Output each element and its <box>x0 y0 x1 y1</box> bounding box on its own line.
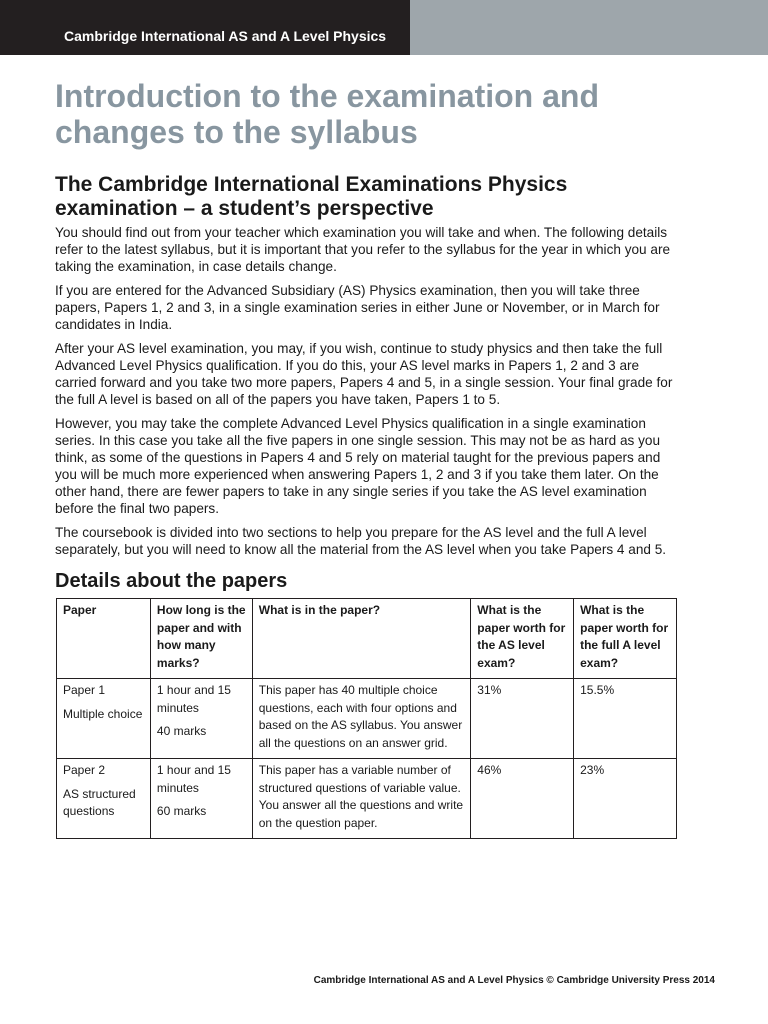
body-text <box>55 224 678 565</box>
cell-a-worth: 23% <box>574 759 677 839</box>
cell-paper <box>57 759 151 839</box>
paper-name: Paper 2 <box>63 763 106 777</box>
column-header-duration: How long is the paper and with how many marks? <box>150 599 252 679</box>
paper-duration: 1 hour and 15 minutes <box>156 683 231 715</box>
header-bar <box>0 0 768 55</box>
paper-marks: 40 marks <box>156 724 207 738</box>
paragraph: If you are entered for the Advanced Subsidiary (AS) Physics examination, then you will take three papers, Papers 1, 2 and 3, in a single examination series in either June or November, or in March for candidates in India. <box>55 283 660 332</box>
column-header-a-worth: What is the paper worth for the full A level exam? <box>574 599 677 679</box>
table-row <box>57 759 677 839</box>
paper-type: Multiple choice <box>63 706 143 721</box>
paragraph: However, you may take the complete Advanced Level Physics qualification in a single examination series. In this case you take all the five papers in one single session. This may not be as hard as you think, as some of the questions in Papers 4 and 5 rely on material taught for the previous papers and you will be much more experienced when answering Papers 1, 2 and 3 if you take them later. On the other hand, there are fewer papers to take in any single series if you take the AS level examination before the final two papers. <box>55 416 661 516</box>
column-header-as-worth: What is the paper worth for the AS level exam? <box>471 599 574 679</box>
column-header-contents: What is in the paper? <box>252 599 471 679</box>
header-title-block <box>0 0 410 55</box>
cell-as-worth: 31% <box>471 679 574 759</box>
cell-paper <box>57 679 151 759</box>
paper-name: Paper 1 <box>63 683 106 697</box>
cell-duration <box>150 679 252 759</box>
paragraph: After your AS level examination, you may, if you wish, continue to study physics and then take the full Advanced Level Physics qualification. If you do this, your AS level marks in Papers 1, 2 and 3 are carried forward and you take two more papers, Papers 4 and 5, in a single session. Your final grade for the full A level is based on all of the papers you have taken, Papers 1 to 5. <box>55 341 673 407</box>
cell-a-worth: 15.5% <box>574 679 677 759</box>
cell-contents: This paper has a variable number of structured questions of variable value. You answer all the questions and write on the question paper. <box>252 759 471 839</box>
cell-contents: This paper has 40 multiple choice questions, each with four options and based on the AS syllabus. You answer all the questions on an answer grid. <box>252 679 471 759</box>
paper-marks: 60 marks <box>156 804 207 818</box>
footer-copyright: Cambridge International AS and A Level Physics © Cambridge University Press 2014 <box>313 975 715 986</box>
cell-as-worth: 46% <box>471 759 574 839</box>
paper-duration: 1 hour and 15 minutes <box>156 763 231 795</box>
running-title: Cambridge International AS and A Level Physics <box>64 28 387 44</box>
table-header-row <box>57 599 677 679</box>
column-header-paper: Paper <box>57 599 151 679</box>
paragraph: The coursebook is divided into two sections to help you prepare for the AS level and the full A level separately, but you will need to know all the material from the AS level when you take Papers 4 and 5. <box>55 525 667 557</box>
details-heading: Details about the papers <box>55 570 288 592</box>
cell-duration <box>150 759 252 839</box>
table-row <box>57 679 677 759</box>
paragraph: You should find out from your teacher which examination you will take and when. The following details refer to the latest syllabus, but it is important that you refer to the syllabus for the year in which you are taking the examination, in case details change. <box>55 225 671 274</box>
paper-type: AS structured questions <box>63 786 136 818</box>
page-title: Introduction to the examination and changes to the syllabus <box>55 78 599 150</box>
section-heading: The Cambridge International Examinations Physics examination – a student’s perspective <box>55 173 568 220</box>
header-accent-block <box>410 0 768 55</box>
papers-table <box>56 598 677 839</box>
